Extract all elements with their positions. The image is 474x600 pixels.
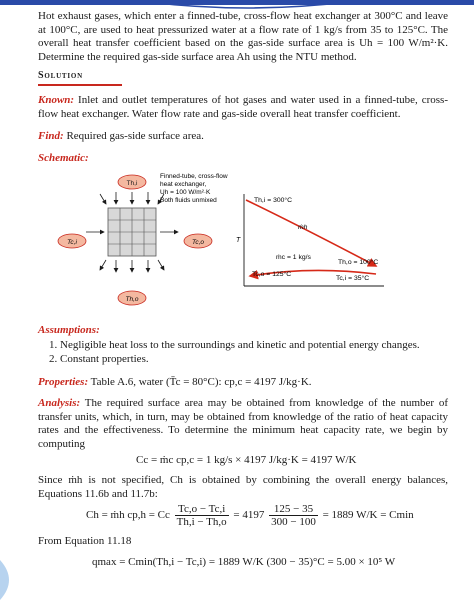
eq-ch-mid: = 4197 <box>233 509 265 522</box>
eq-ch-frac1-num: Tc,o − Tc,i <box>175 503 229 516</box>
solution-heading: Solution <box>38 70 84 81</box>
eq-ch-frac1-den: Th,i − Th,o <box>176 516 227 528</box>
hot-flow-label: ṁh <box>298 224 308 231</box>
equation-qmax: qmax = Cmin(Th,i − Tc,i) = 1889 W/K (300 − 35)°C = 5.00 × 10⁵ W <box>92 556 396 568</box>
known-section <box>38 94 448 121</box>
solution-rule <box>38 84 122 86</box>
analysis-text: The required surface area may be obtained from knowledge of the number of transfer units, which, in turn, may be obtained from knowledge of the ratio of heat capacity rates and the effectiveness. To determine the minimum heat capacity rate, we begin by computing <box>38 397 448 450</box>
assumptions-list <box>38 338 448 366</box>
hx-note-line-4: Both fluids unmixed <box>160 197 217 204</box>
schematic-heading <box>38 152 448 166</box>
graph-axis-t: T <box>236 237 241 244</box>
eq-ch-lhs: Ch = ṁh cp,h = Cc <box>86 509 170 522</box>
eq-ch-frac2-num: 125 − 35 <box>269 503 318 516</box>
hx-note-line-3: Uh = 100 W/m²·K <box>160 189 211 196</box>
since-paragraph: Since ṁh is not specified, Ch is obtained by combining the overall energy balances, Equations 11.6b and 11.7b: <box>38 474 448 500</box>
eq-ch-frac2-den: 300 − 100 <box>271 516 316 528</box>
eq-ch-rhs: = 1889 W/K = Cmin <box>322 509 414 522</box>
hot-inlet-temp-symbol: Th,i <box>126 180 138 187</box>
find-text: Required gas-side surface area. <box>66 130 204 142</box>
known-text: Inlet and outlet temperatures of hot gases and water used in a finned-tube, cross-flow heat exchanger. Water flow rate and gas-side overall heat transfer coefficient. <box>38 94 448 120</box>
assumption-item: 2. Constant properties. <box>60 352 448 366</box>
cold-flow-label: ṁc = 1 kg/s <box>276 254 311 261</box>
hot-outlet-temp-symbol: Th,o <box>125 296 139 303</box>
hx-note-line-1: Finned-tube, cross-flow <box>160 173 228 180</box>
assumptions-label: Assumptions: <box>38 324 100 336</box>
equation-ch <box>86 503 414 528</box>
hot-outlet-label: Th,o = 100°C <box>338 259 379 266</box>
schematic-diagram <box>0 166 474 316</box>
eq-ch-frac2 <box>269 503 318 528</box>
known-label: Known: <box>38 94 75 106</box>
assumptions-section <box>38 324 448 366</box>
from-equation-text: From Equation 11.18 <box>38 535 132 547</box>
properties-label: Properties: <box>38 376 89 388</box>
cold-outlet-label: Tc,o = 125°C <box>252 271 292 278</box>
hot-inlet-label: Th,i = 300°C <box>254 197 293 204</box>
hx-note-line-2: heat exchanger, <box>160 181 207 188</box>
find-section <box>38 130 448 144</box>
find-label: Find: <box>38 130 64 142</box>
analysis-label: Analysis: <box>38 397 81 409</box>
hot-gas-curve <box>246 200 379 266</box>
properties-section <box>38 376 448 390</box>
page-edge-tab <box>0 560 22 600</box>
heat-exchanger-grid <box>108 208 156 256</box>
equation-cc: Cc = ṁc cp,c = 1 kg/s × 4197 J/kg·K = 4197 W/K <box>136 454 357 466</box>
cold-inlet-temp-symbol: Tc,i <box>67 239 77 246</box>
properties-text: Table A.6, water (T̄c = 80°C): cp,c = 4197 J/kg·K. <box>90 376 312 388</box>
analysis-section <box>38 397 448 451</box>
schematic-label: Schematic: <box>38 152 89 164</box>
cold-inlet-label: Tc,i = 35°C <box>336 275 370 282</box>
hot-gas-inflow-arrows <box>100 192 164 204</box>
cold-outlet-temp-symbol: Tc,o <box>191 239 205 246</box>
temperature-graph <box>236 194 384 286</box>
problem-statement: Hot exhaust gases, which enter a finned-tube, cross-flow heat exchanger at 300°C and leave at 100°C, are used to heat pressurized water at a flow rate of 1 kg/s from 35 to 125°C. The overall heat transfer coefficient based on the gas-side surface area is Uh = 100 W/m²·K. Determine the required gas-side surface area Ah using the NTU method. <box>38 10 448 63</box>
assumption-item: 1. Negligible heat loss to the surroundings and kinetic and potential energy changes. <box>60 338 448 352</box>
eq-ch-frac1 <box>175 503 229 528</box>
hot-gas-outflow-arrows <box>100 260 164 272</box>
